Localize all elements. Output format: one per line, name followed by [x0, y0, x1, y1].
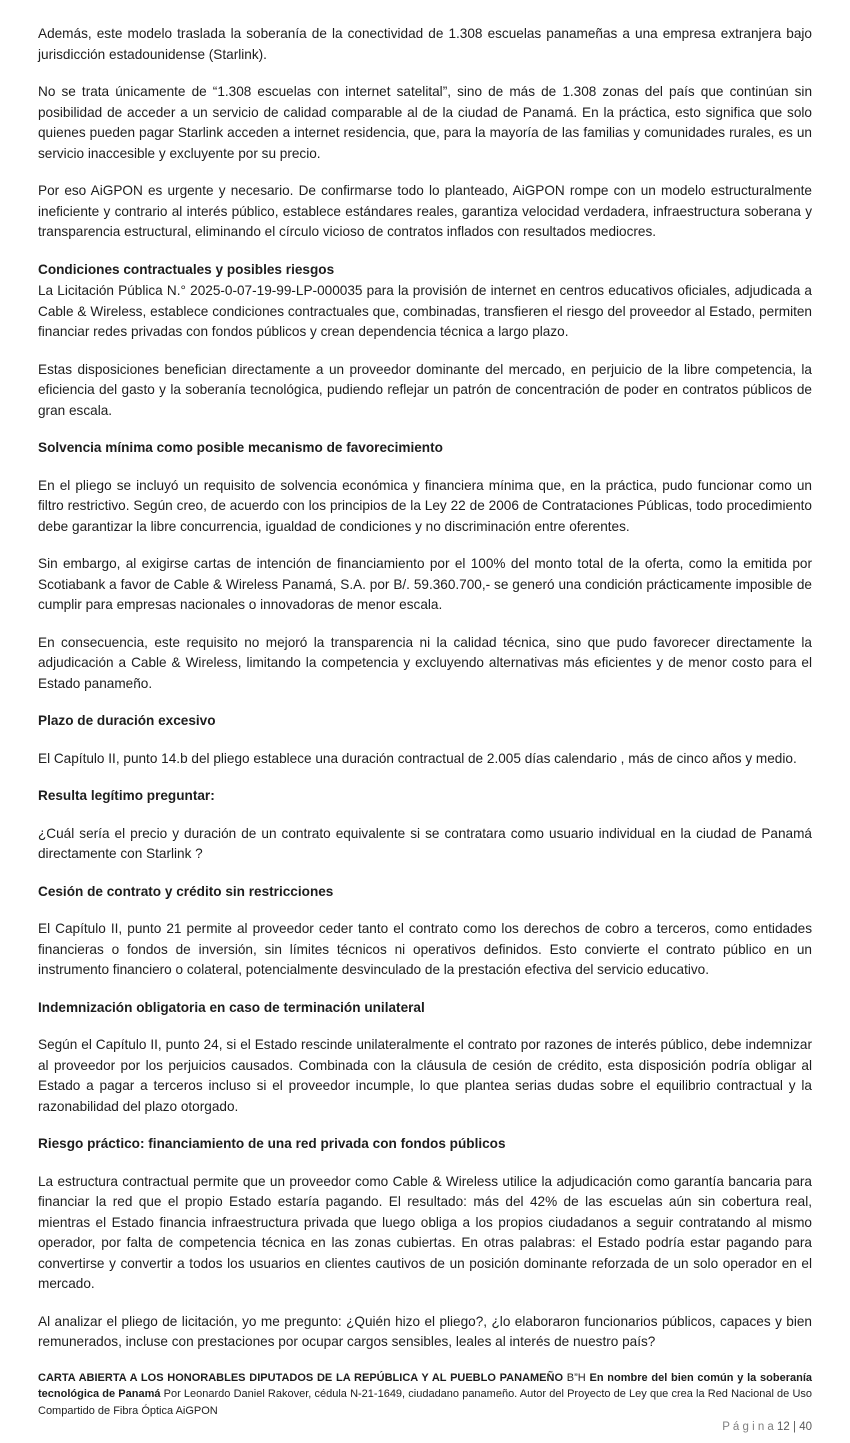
heading-resulta-legitimo: Resulta legítimo preguntar: [38, 786, 812, 807]
paragraph-disposiciones-benefician: Estas disposiciones benefician directamente a un proveedor dominante del mercado, en perjuicio de la libre competencia, la eficiencia del gasto y la soberanía tecnológica, pudiendo reflejar un patrón de concentración de poder en contratos públicos de gran escala. [38, 360, 812, 422]
page-number [38, 1421, 812, 1433]
paragraph-estructura-contractual: La estructura contractual permite que un proveedor como Cable & Wireless utilice la adjudicación como garantía bancaria para financiar la red que el propio Estado estaría pagando. El resultado: más del 42% de las escuelas aún sin cobertura real, mientras el Estado financia infraestructura privada que luego obliga a los propios ciudadanos a seguir contratando al mismo operador, por falta de competencia técnica en las zonas cubiertas. En otras palabras: el Estado podría estar pagando para convertirse y convertir a todos los usuarios en clientes cautivos de un posición dominante reforzada de un solo operador en el mercado. [38, 1172, 812, 1295]
heading-cesion-contrato: Cesión de contrato y crédito sin restricciones [38, 882, 812, 903]
paragraph-capitulo-14b: El Capítulo II, punto 14.b del pliego establece una duración contractual de 2.005 días calendario , más de cinco años y medio. [38, 749, 812, 770]
paragraph-quien-hizo-pliego: Al analizar el pliego de licitación, yo me pregunto: ¿Quién hizo el pliego?, ¿lo elaboraron funcionarios públicos, capaces y bien remunerados, incluse con prestaciones por ocupar cargos sensibles, leales al interés de nuestro país? [38, 1312, 812, 1353]
paragraph-capitulo-24: Según el Capítulo II, punto 24, si el Estado rescinde unilateralmente el contrato por razones de interés público, debe indemnizar al proveedor por los perjuicios causados. Combinada con la cláusula de cesión de crédito, esta disposición podría obligar al Estado a pagar a terceros incluso si el proveedor incumple, lo que plantea serias dudas sobre el equilibrio contractual y la razonabilidad del plazo otorgado. [38, 1035, 812, 1117]
paragraph-pliego-requisito: En el pliego se incluyó un requisito de solvencia económica y financiera mínima que, en la práctica, pudo funcionar como un filtro restrictivo. Según creo, de acuerdo con los principios de la Ley 22 de 2006 de Contrataciones Públicas, todo procedimiento debe garantizar la libre concurrencia, igualdad de condiciones y no discriminación entre oferentes. [38, 476, 812, 538]
footer-author-line: Por Leonardo Daniel Rakover, cédula N-21-1649, ciudadano panameño. Autor del Proyecto de Ley que crea la Red Nacional de Uso Compartido de Fibra Óptica AiGPON [38, 1388, 812, 1417]
page-footer [38, 1370, 812, 1443]
paragraph-pregunta-starlink: ¿Cuál sería el precio y duración de un contrato equivalente si se contratara como usuario individual en la ciudad de Panamá directamente con Starlink ? [38, 824, 812, 865]
paragraph-scotiabank-carta: Sin embargo, al exigirse cartas de intención de financiamiento por el 100% del monto total de la oferta, como la emitida por Scotiabank a favor de Cable & Wireless Panamá, S.A. por B/. 59.360.700,- se generó una condición prácticamente imposible de cumplir para empresas nacionales o innovadoras de menor escala. [38, 554, 812, 616]
footer-bh-mark: B”H [567, 1372, 586, 1384]
paragraph-en-consecuencia: En consecuencia, este requisito no mejoró la transparencia ni la calidad técnica, sino que pudo favorecer directamente la adjudicación a Cable & Wireless, limitando la competencia y excluyendo alternativas más eficientes y de menor costo para el Estado panameño. [38, 633, 812, 695]
page-number-label: P á g i n a [722, 1421, 774, 1433]
paragraph-1308-zones: No se trata únicamente de “1.308 escuelas con internet satelital”, sino de más de 1.308 zonas del país que continúan sin posibilidad de acceder a un servicio de calidad comparable al de la ciudad de Panamá. En la práctica, esto significa que solo quienes pueden pagar Starlink acceden a internet residencia, que, para la mayoría de las familias y comunidades rurales, es un servicio inaccesible y excluyente por su precio. [38, 82, 812, 164]
footer-subtitle: En nombre del bien común y la soberanía tecnológica de Panamá [38, 1372, 812, 1401]
document-body [38, 24, 812, 1370]
heading-indemnizacion-obligatoria: Indemnización obligatoria en caso de terminación unilateral [38, 998, 812, 1019]
heading-condiciones-contractuales: Condiciones contractuales y posibles riesgos [38, 260, 812, 281]
footer-carta-abierta-title: CARTA ABIERTA A LOS HONORABLES DIPUTADOS DE LA REPÚBLICA Y AL PUEBLO PANAMEÑO [38, 1372, 563, 1384]
heading-plazo-duracion: Plazo de duración excesivo [38, 711, 812, 732]
heading-solvencia-minima: Solvencia mínima como posible mecanismo de favorecimiento [38, 438, 812, 459]
heading-riesgo-practico: Riesgo práctico: financiamiento de una red privada con fondos públicos [38, 1134, 812, 1155]
paragraph-starlink-sovereignty: Además, este modelo traslada la soberanía de la conectividad de 1.308 escuelas panameñas a una empresa extranjera bajo jurisdicción estadounidense (Starlink). [38, 24, 812, 65]
page-number-value: 12 | 40 [777, 1421, 812, 1433]
paragraph-aigpon-urgent: Por eso AiGPON es urgente y necesario. De confirmarse todo lo planteado, AiGPON rompe con un modelo estructuralmente ineficiente y contrario al interés público, establece estándares reales, garantiza velocidad verdadera, infraestructura soberana y transparencia estructural, eliminando el círculo vicioso de contratos inflados con resultados mediocres. [38, 181, 812, 243]
footer-credits [38, 1370, 812, 1420]
paragraph-capitulo-21: El Capítulo II, punto 21 permite al proveedor ceder tanto el contrato como los derechos de cobro a terceros, como entidades financieras o fondos de inversión, sin límites técnicos ni operativos definidos. Esto convierte el contrato público en un instrumento financiero o colateral, potencialmente desvinculado de la prestación efectiva del servicio educativo. [38, 919, 812, 981]
paragraph-licitacion-publica: La Licitación Pública N.° 2025-0-07-19-99-LP-000035 para la provisión de internet en centros educativos oficiales, adjudicada a Cable & Wireless, establece condiciones contractuales que, combinadas, transfieren el riesgo del proveedor al Estado, permiten financiar redes privadas con fondos públicos y crean dependencia técnica a largo plazo. [38, 281, 812, 343]
